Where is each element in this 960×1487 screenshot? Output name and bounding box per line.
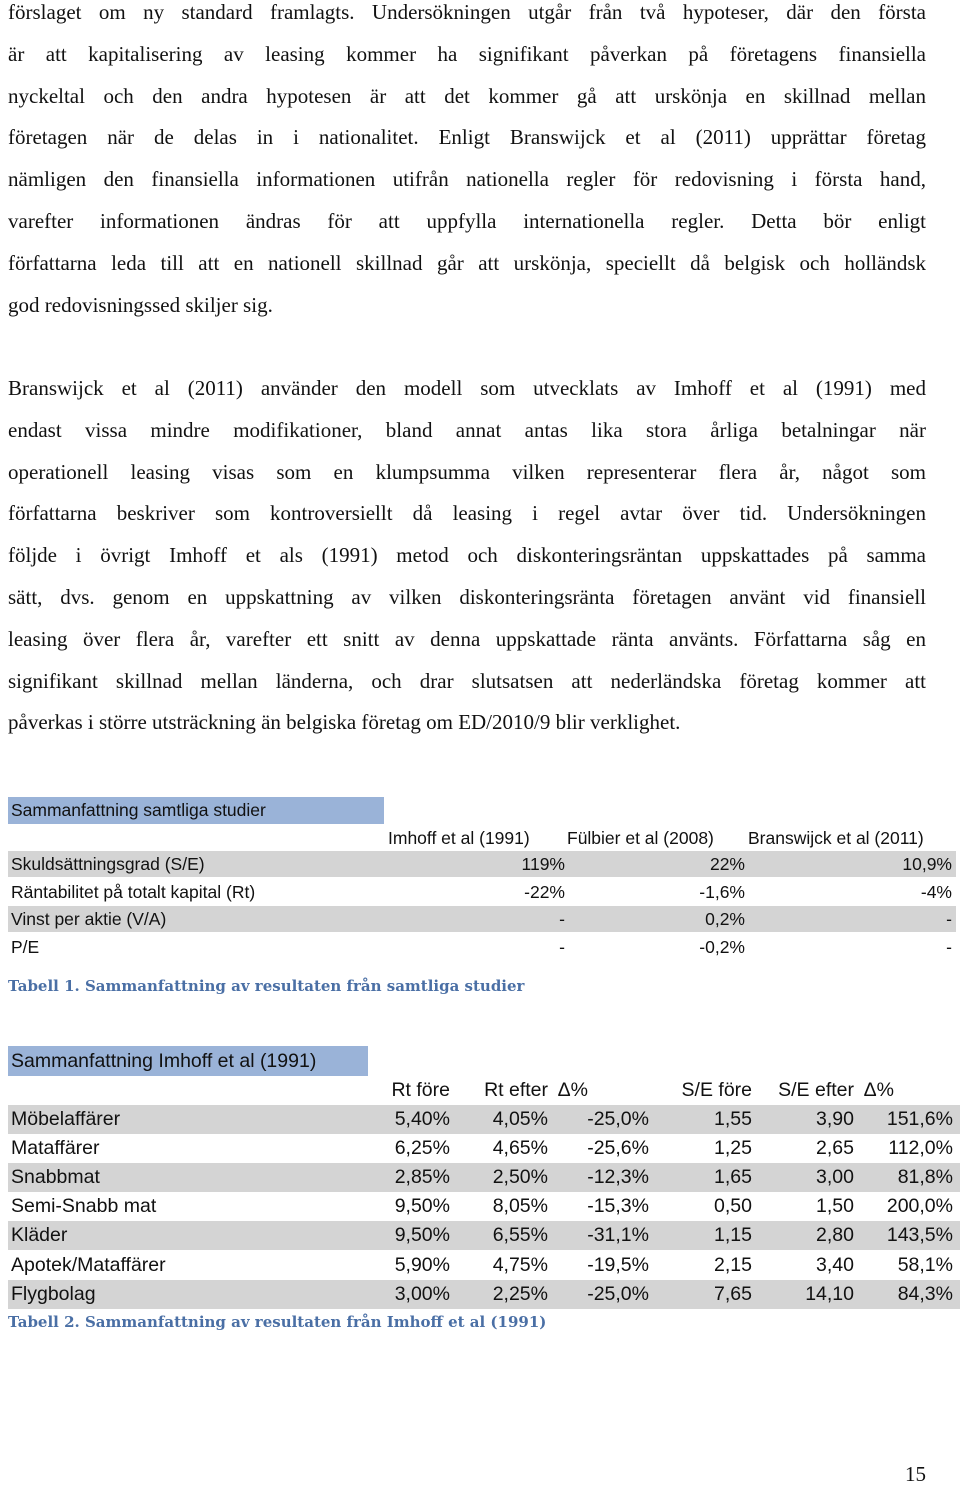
table-cell: 2,80 [816, 1224, 854, 1246]
table-cell: 3,90 [816, 1108, 854, 1130]
table-cell: 3,00% [394, 1283, 450, 1305]
table-row [8, 1251, 960, 1280]
table-cell: 1,65 [714, 1166, 752, 1188]
table-cell: 2,25% [492, 1283, 548, 1305]
paragraph-line: signifikant skillnad mellan länderna, och drar slutsatsen att nederländska företag kommer att [8, 668, 926, 693]
table-cell: 9,50% [394, 1224, 450, 1246]
table-cell: 8,05% [492, 1195, 548, 1217]
row-label: Apotek/Mataffärer [11, 1254, 166, 1276]
table-cell: -25,0% [587, 1108, 649, 1130]
table-cell: 4,05% [492, 1108, 548, 1130]
paragraph-line: är att kapitalisering av leasing kommer ha signifikant påverkan på företagens finansiella [8, 41, 926, 66]
table-cell: 2,15 [714, 1254, 752, 1276]
table-cell: -4% [920, 882, 952, 902]
table-cell: 7,65 [714, 1283, 752, 1305]
row-label: P/E [11, 937, 40, 957]
table-cell: 10,9% [902, 854, 952, 874]
table1-caption: Tabell 1. Sammanfattning av resultaten från samtliga studier [8, 977, 525, 995]
table-cell: 143,5% [886, 1224, 953, 1246]
table-cell: - [946, 909, 952, 929]
table-cell: 2,85% [394, 1166, 450, 1188]
table-cell: 112,0% [888, 1137, 953, 1159]
row-label: Snabbmat [11, 1166, 100, 1188]
table2-col-header: Rt före [391, 1079, 450, 1101]
table2-header-row [8, 1076, 960, 1105]
table-cell: 4,75% [492, 1254, 548, 1276]
table-cell: 2,65 [816, 1137, 854, 1159]
table2-col-header: Rt efter [484, 1079, 548, 1101]
table-row [8, 1192, 960, 1221]
table-cell: -0,2% [699, 937, 745, 957]
table-cell: -31,1% [587, 1224, 649, 1246]
table-cell: 1,55 [714, 1108, 752, 1130]
table-cell: 81,8% [897, 1166, 953, 1188]
paragraph-line: förslaget om ny standard framlagts. Undersökningen utgår från två hypoteser, där den första [8, 0, 926, 24]
paragraph-line: författarna beskriver som kontroversiellt då leasing i regel avtar över tid. Undersökningen [8, 501, 926, 526]
row-label: Möbelaffärer [11, 1108, 121, 1130]
table-cell: 200,0% [886, 1195, 953, 1217]
table-row [8, 1221, 960, 1250]
table-cell: 3,40 [816, 1254, 854, 1276]
table-cell: 0,50 [714, 1195, 752, 1217]
page-number: 15 [905, 1462, 926, 1486]
table-cell: -22% [524, 882, 565, 902]
table-cell: 3,00 [816, 1166, 854, 1188]
table2-col-header: S/E efter [778, 1079, 854, 1101]
paragraph-1 [8, 0, 926, 326]
table-cell: 4,65% [492, 1137, 548, 1159]
paragraph-line: nyckeltal och den andra hypotesen är att det kommer gå att urskönja en skillnad mellan [8, 83, 926, 108]
paragraph-line: operationell leasing visas som en klumpsumma vilken representerar flera år, något som [8, 459, 926, 484]
table-cell: 84,3% [897, 1283, 953, 1305]
table-cell: 119% [521, 854, 565, 874]
paragraph-line: varefter informationen ändras för att uppfylla internationella regler. Detta bör enligt [8, 208, 926, 233]
table-cell: 58,1% [897, 1254, 953, 1276]
table-row [8, 934, 956, 960]
table-cell: -25,6% [587, 1137, 649, 1159]
paragraph-line: sätt, dvs. genom en uppskattning av vilken diskonteringsränta företagen använt vid finansiell [8, 584, 926, 609]
row-label: Semi-Snabb mat [11, 1195, 157, 1217]
table-row [8, 1163, 960, 1192]
table-cell: -1,6% [699, 882, 745, 902]
paragraph-line: påverkas i större utsträckning än belgiska företag om ED/2010/9 blir verklighet. [8, 710, 681, 735]
table-cell: 151,6% [886, 1108, 953, 1130]
table2-col-header: S/E före [681, 1079, 752, 1101]
table1-title: Sammanfattning samtliga studier [8, 797, 384, 824]
table-cell: 1,25 [714, 1137, 752, 1159]
table2-title: Sammanfattning Imhoff et al (1991) [8, 1046, 368, 1076]
row-label: Vinst per aktie (V/A) [11, 909, 167, 929]
row-label: Mataffärer [11, 1137, 100, 1159]
table-row [8, 879, 956, 905]
table-cell: -19,5% [587, 1254, 649, 1276]
table2-col-header: Δ% [557, 1079, 588, 1101]
table-cell: - [559, 937, 565, 957]
paragraph-line: god redovisningssed skiljer sig. [8, 292, 273, 317]
paragraph-line: endast vissa mindre modifikationer, bland annat antas lika stora årliga betalningar när [8, 417, 926, 442]
row-label: Skuldsättningsgrad (S/E) [11, 854, 205, 874]
table1-col-header: Fülbier et al (2008) [567, 828, 714, 848]
table-cell: 2,50% [492, 1166, 548, 1188]
paragraph-2 [8, 368, 926, 744]
table1-col-header: Imhoff et al (1991) [388, 828, 530, 848]
table-cell: 1,15 [714, 1224, 752, 1246]
table-cell: 1,50 [816, 1195, 854, 1217]
table-cell: 5,90% [394, 1254, 450, 1276]
table-row [8, 1105, 960, 1134]
table-cell: 22% [709, 854, 745, 874]
paragraph-line: Branswijck et al (2011) använder den modell som utvecklats av Imhoff et al (1991) med [8, 376, 926, 400]
row-label: Flygbolag [11, 1283, 96, 1305]
table-cell: 6,25% [394, 1137, 450, 1159]
table-cell: 5,40% [394, 1108, 450, 1130]
table-cell: 9,50% [394, 1195, 450, 1217]
table-cell: -25,0% [587, 1283, 649, 1305]
paragraph-line: följde i övrigt Imhoff et als (1991) metod och diskonteringsräntan uppskattades på samma [8, 543, 926, 568]
row-label: Kläder [11, 1224, 68, 1246]
paragraph-line: författarna leda till att en nationell skillnad går att urskönja, speciellt då belgisk och holländsk [8, 250, 926, 275]
table2-col-header: Δ% [863, 1079, 894, 1101]
table-cell: 0,2% [705, 909, 745, 929]
table-row [8, 1134, 960, 1163]
paragraph-line: leasing över flera år, varefter ett snitt av denna uppskattade ränta använts. Författarna såg en [8, 626, 926, 651]
table-cell: - [946, 937, 952, 957]
table1-col-header: Branswijck et al (2011) [748, 828, 924, 848]
table-row [8, 1280, 960, 1309]
table-cell: -15,3% [587, 1195, 649, 1217]
table-cell: -12,3% [587, 1166, 649, 1188]
table-row [8, 906, 956, 932]
table-cell: 14,10 [805, 1283, 854, 1305]
table-cell: - [559, 909, 565, 929]
paragraph-line: nämligen den finansiella informationen utifrån nationella regler för redovisning i första hand, [8, 167, 926, 192]
table2-caption: Tabell 2. Sammanfattning av resultaten från Imhoff et al (1991) [8, 1313, 547, 1331]
table-cell: 6,55% [492, 1224, 548, 1246]
table-row [8, 851, 956, 877]
row-label: Räntabilitet på totalt kapital (Rt) [11, 882, 256, 902]
paragraph-line: företagen när de delas in i nationalitet. Enligt Branswijck et al (2011) upprättar företag [8, 125, 926, 150]
